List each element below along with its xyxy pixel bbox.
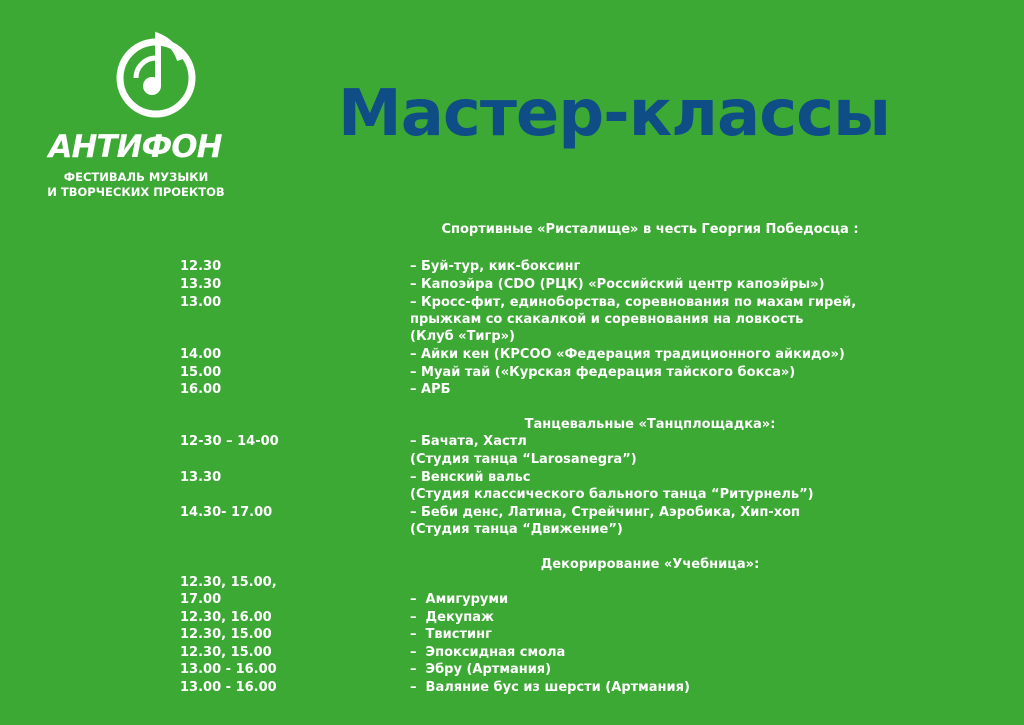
schedule-row [0,661,1024,679]
row-desc: прыжкам со скакалкой и соревнования на ловкость [410,312,804,327]
row-time: 12-30 – 14-00 [180,434,279,449]
schedule-row [0,486,1024,504]
row-desc: (Студия классического бального танца “Ритурнель”) [410,487,814,502]
logo-wordmark: АНТИФОН [48,129,222,165]
schedule-row [0,591,1024,609]
row-time: 13.30 [180,470,222,485]
row-time: 12.30, 15.00, [180,575,277,590]
row-time: 13.00 - 16.00 [180,662,277,677]
schedule-row [0,381,1024,399]
festival-logo [40,30,240,205]
row-desc: – Эпоксидная смола [410,645,566,660]
schedule-row [0,504,1024,522]
row-desc: – Капоэйра (СDО (РЦК) «Российский центр капоэйры») [410,277,825,292]
page-title: Мастер-классы [338,77,890,151]
row-desc: – Амигуруми [410,592,509,607]
row-time: 14.30- 17.00 [180,505,273,520]
schedule-row [0,469,1024,487]
row-desc: – Айки кен (КРСОО «Федерация традиционного айкидо») [410,347,845,362]
row-time: 13.30 [180,277,222,292]
schedule-row [0,364,1024,382]
section-heading-dance: Танцевальные «Танцплощадка»: [524,417,776,432]
row-desc: (Студия танца “Движение”) [410,522,623,537]
row-desc: – Твистинг [410,627,492,642]
row-time: 16.00 [180,382,222,397]
row-time: 13.00 - 16.00 [180,680,277,695]
row-time: 12.30, 15.00 [180,645,272,660]
logo-subtitle-line1: ФЕСТИВАЛЬ МУЗЫКИ [63,170,209,184]
row-time: 15.00 [180,365,222,380]
row-desc: – Буй-тур, кик-боксинг [410,259,581,274]
row-time: 14.00 [180,347,222,362]
row-desc: – Муай тай («Курская федерация тайского бокса») [410,365,796,380]
schedule-row [0,346,1024,364]
schedule-row [0,609,1024,627]
row-time: 17.00 [180,592,222,607]
schedule-row [0,433,1024,451]
music-note-icon [40,30,240,140]
schedule-row [0,644,1024,662]
row-desc: – Венский вальс [410,470,531,485]
schedule-row [0,276,1024,294]
row-time: 12.30, 15.00 [180,627,272,642]
schedule-row [0,294,1024,312]
schedule-row [0,258,1024,276]
row-desc: – Беби денс, Латина, Стрейчинг, Аэробика, Хип-хоп [410,505,800,520]
row-desc: – Валяние бус из шерсти (Артмания) [410,680,690,695]
row-desc: – Декупаж [410,610,494,625]
section-heading-decor: Декорирование «Учебница»: [540,557,760,572]
row-desc: – Бачата, Хастл [410,434,527,449]
row-desc: (Клуб «Тигр») [410,329,515,344]
schedule-row [0,679,1024,697]
row-desc: – АРБ [410,382,451,397]
row-desc: – Эбру (Артмания) [410,662,552,677]
row-time: 13.00 [180,295,222,310]
logo-subtitle-line2: И ТВОРЧЕСКИХ ПРОЕКТОВ [47,185,225,199]
schedule-row [0,328,1024,346]
schedule-row [0,574,1024,592]
schedule-row [0,311,1024,329]
row-desc: – Кросс-фит, единоборства, соревнования по махам гирей, [410,295,857,310]
logo-subtitle [40,170,232,200]
row-desc: (Студия танца “Larosanegra”) [410,452,637,467]
schedule-row [0,626,1024,644]
schedule-row [0,521,1024,539]
section-heading-sport: Спортивные «Ристалище» в честь Георгия Победосца : [441,222,859,237]
row-time: 12.30 [180,259,222,274]
schedule-row [0,451,1024,469]
row-time: 12.30, 16.00 [180,610,272,625]
